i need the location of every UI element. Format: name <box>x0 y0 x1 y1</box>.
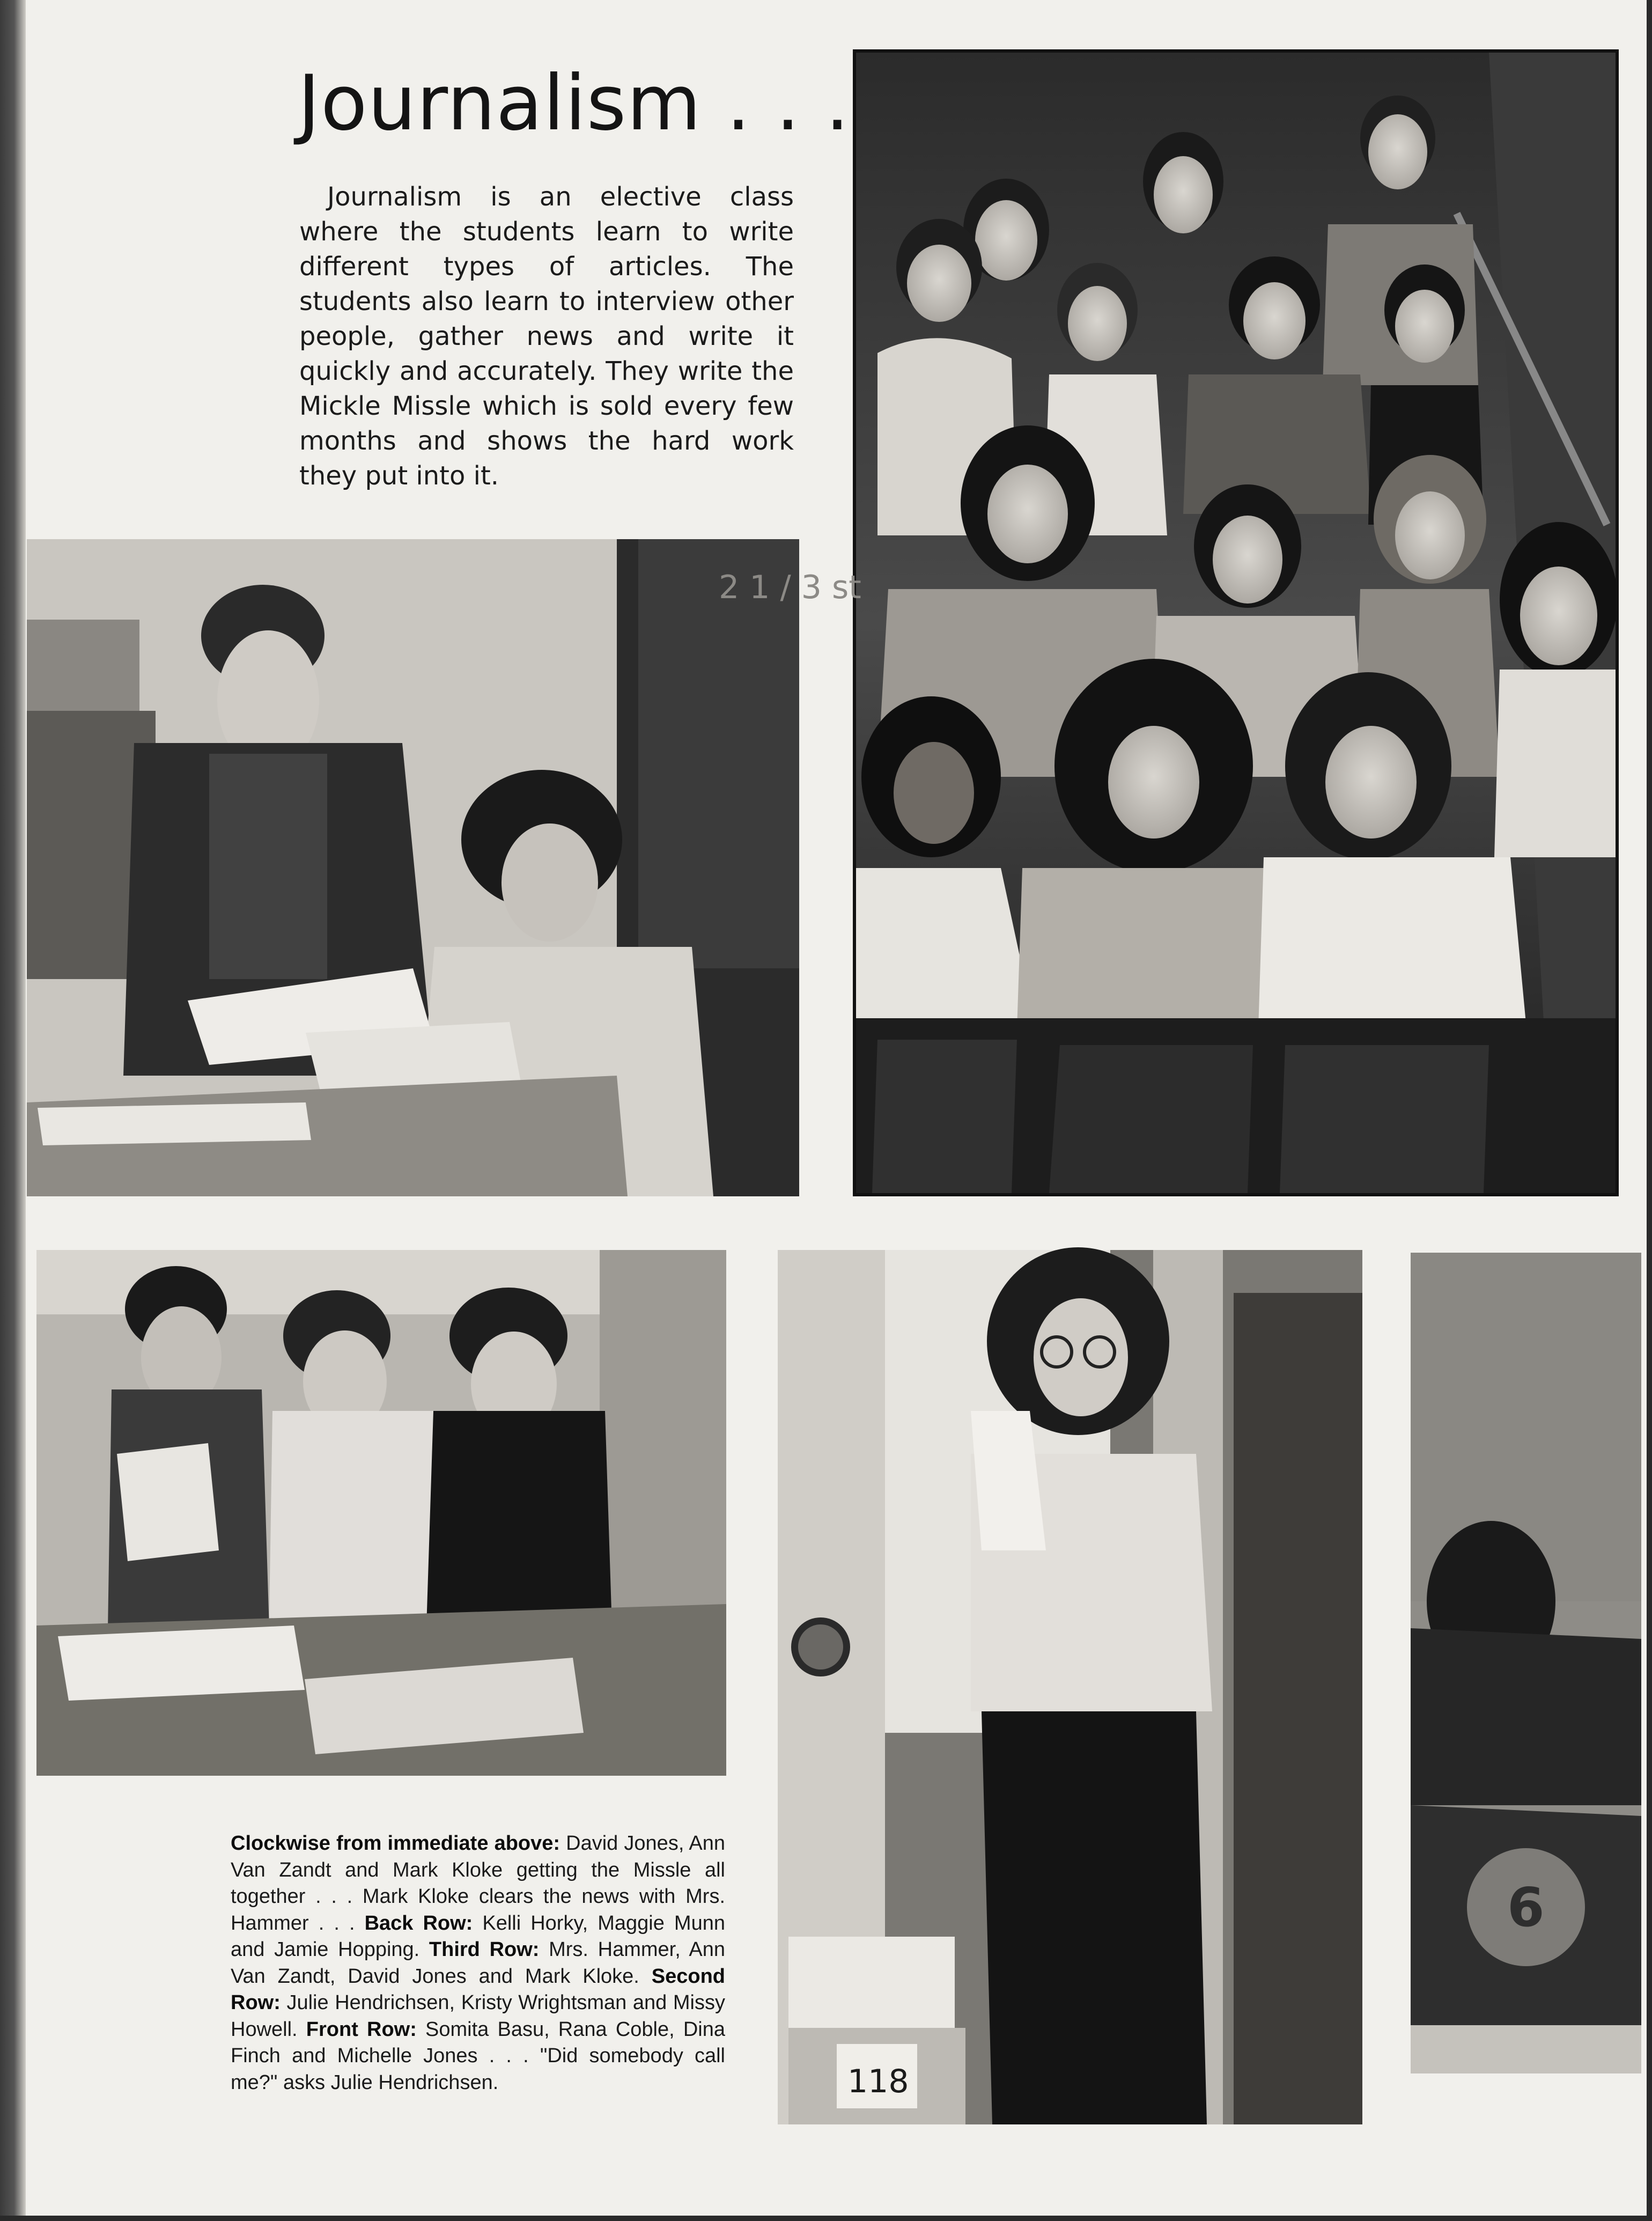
caption-heading: Third Row: <box>429 1938 540 1961</box>
scan-border-bottom <box>0 2216 1652 2221</box>
desk-number: 6 <box>1507 1876 1545 1939</box>
caption-text: David Jones, Ann Van Zandt and Mark Kloke getting the Missle all together . . . Mark Kloke clears the news with Mrs. Hammer . . . <box>231 1832 725 1935</box>
photo-caption <box>231 1830 725 2096</box>
page-title: Journalism . . . <box>298 59 850 148</box>
room-number: 118 <box>847 2063 909 2100</box>
page-binding-edge <box>0 0 26 2221</box>
caption-text: Kelli Horky, Maggie Munn and Jamie Hopping. <box>231 1911 725 1961</box>
caption-text: Julie Hendrichsen, Kristy Wrightsman and Missy Howell. <box>231 1991 725 2041</box>
intro-paragraph: Journalism is an elective class where the students learn to write different types of articles. The students also learn to interview other people, gather news and write it quickly and accurately. They write the Mickle Missle which is sold every few months and shows the hard work they put into it. <box>299 182 794 491</box>
caption-text: Somita Basu, Rana Coble, Dina Finch and Michelle Jones . . . "Did somebody call me?" asks Julie Hendrichsen. <box>231 2018 725 2094</box>
paper-assembly-photo <box>36 1250 726 1776</box>
caption-heading: Clockwise from immediate above: <box>231 1832 560 1855</box>
caption-heading: Front Row: <box>306 2018 417 2041</box>
student-portrait-photo <box>778 1250 1362 2124</box>
caption-heading: Back Row: <box>364 1911 473 1935</box>
scan-border-right <box>1647 0 1652 2221</box>
group-photo <box>853 49 1619 1196</box>
caption-heading: Second Row: <box>231 1965 725 2014</box>
classroom-review-photo <box>27 539 861 1196</box>
student-desk-photo <box>1411 1253 1641 2073</box>
chalkboard-writing: 2 1 / 3 st <box>719 569 861 606</box>
caption-text: Mrs. Hammer, Ann Van Zandt, David Jones and Mark Kloke. <box>231 1938 725 1988</box>
